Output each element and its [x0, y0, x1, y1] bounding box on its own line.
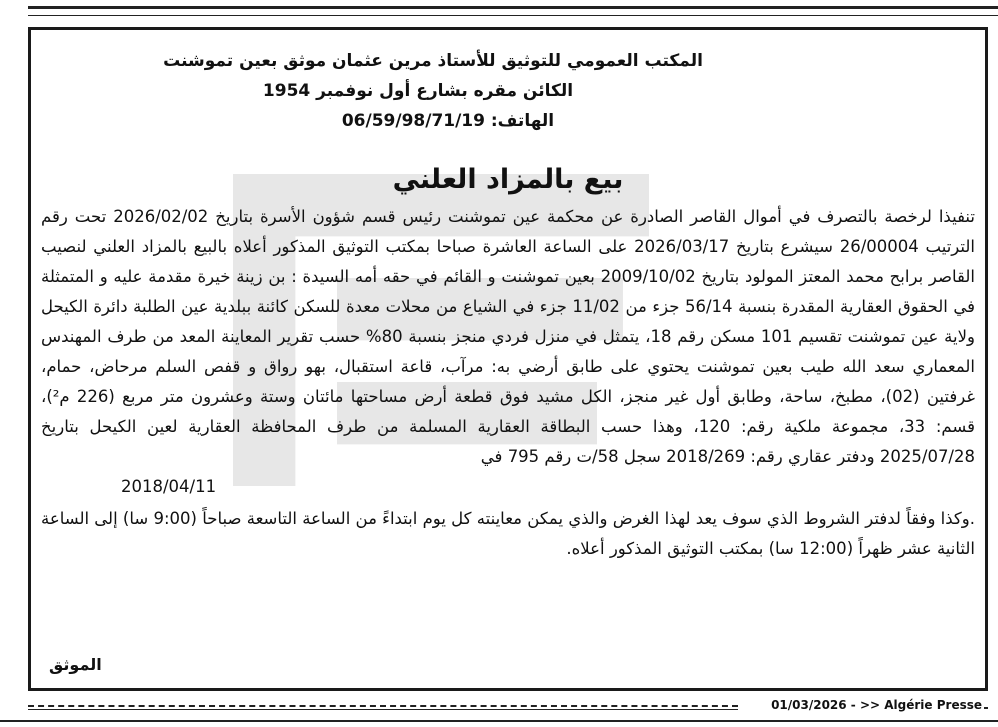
- legal-notice-box: [28, 27, 988, 691]
- notary-signature: الموثق: [49, 655, 102, 674]
- page-footer: [28, 700, 988, 718]
- footer-rule-tail: [984, 707, 988, 709]
- office-name: المكتب العمومي للتوثيق للأستاذ مرين عثمان موثق بعين تموشنت: [163, 51, 703, 71]
- notice-body: [41, 202, 975, 564]
- notice-paragraph-main: تنفيذا لرخصة بالتصرف في أموال القاصر الصادرة عن محكمة عين تموشنت رئيس قسم شؤون الأسرة بتاريخ 2026/02/02 تحت رقم الترتيب 26/00004 سيشرع بتاريخ 2026/03/17 على الساعة العاشرة صباحا بمكتب التوثيق المذكور أعلاه بالبيع بالمزاد العلني لنصيب القاصر برابح محمد المعتز المولود بتاريخ 2009/10/02 بعين تموشنت و القائم في حقه أمه السيدة : بن زينة خيرة مقدمة عليه و المتمثلة في الحقوق العقارية المقدرة بنسبة 56/14 جزء من 11/02 جزء في الشياع من محلات معدة للسكن كائنة ببلدية عين الطلبة دائرة الكيحل ولاية عين تموشنت تقسيم 101 مسكن رقم 18، يتمثل في منزل فردي منجز بنسبة 80% حسب تقرير المعاينة المعد من طرف المهندس المعماري سعد الله طيب بعين تموشنت يحتوي على طابق أرضي به: مرآب، قاعة استقبال، بهو رواق و قفص السلم مرحاض، حمام، غرفتين (02)، مطبخ، ساحة، وطابق أول غير منجز، الكل مشيد فوق قطعة أرض مساحتها مائتان وستة وعشرون متر مربع (226 م²)، قسم: 33، مجموعة ملكية رقم: 120، وهذا حسب البطاقة العقارية المسلمة من طرف المحافظة العقارية لعين الكيحل بتاريخ 2025/07/28 ودفتر عقاري رقم: 2018/269 سجل 58/ت رقم 795 في: [41, 207, 976, 466]
- footer-dashed-rule: [28, 705, 738, 707]
- top-divider: [28, 6, 998, 16]
- notice-title: بيع بالمزاد العلني: [392, 164, 624, 195]
- bottom-divider: [0, 720, 998, 722]
- office-phone: الهاتف: 06/59/98/71/19: [341, 111, 555, 131]
- notice-date-line: 2018/04/11: [121, 477, 217, 496]
- footer-rule: [28, 709, 738, 710]
- notice-paragraph-conditions: .وكذا وفقاً لدفتر الشروط الذي سوف يعد لهذا الغرض والذي يمكن معاينته كل يوم ابتداءً من الساعة التاسعة صباحاً (9:00 سا) إلى الساعة الثانية عشر ظهراً (12:00 سا) بمكتب التوثيق المذكور أعلاه.: [41, 509, 975, 558]
- office-address: الكائن مقره بشارع أول نوفمبر 1954: [262, 81, 574, 101]
- notice-header: [31, 46, 985, 136]
- footer-source: 01/03/2026 - >> Algérie Presse: [765, 698, 982, 712]
